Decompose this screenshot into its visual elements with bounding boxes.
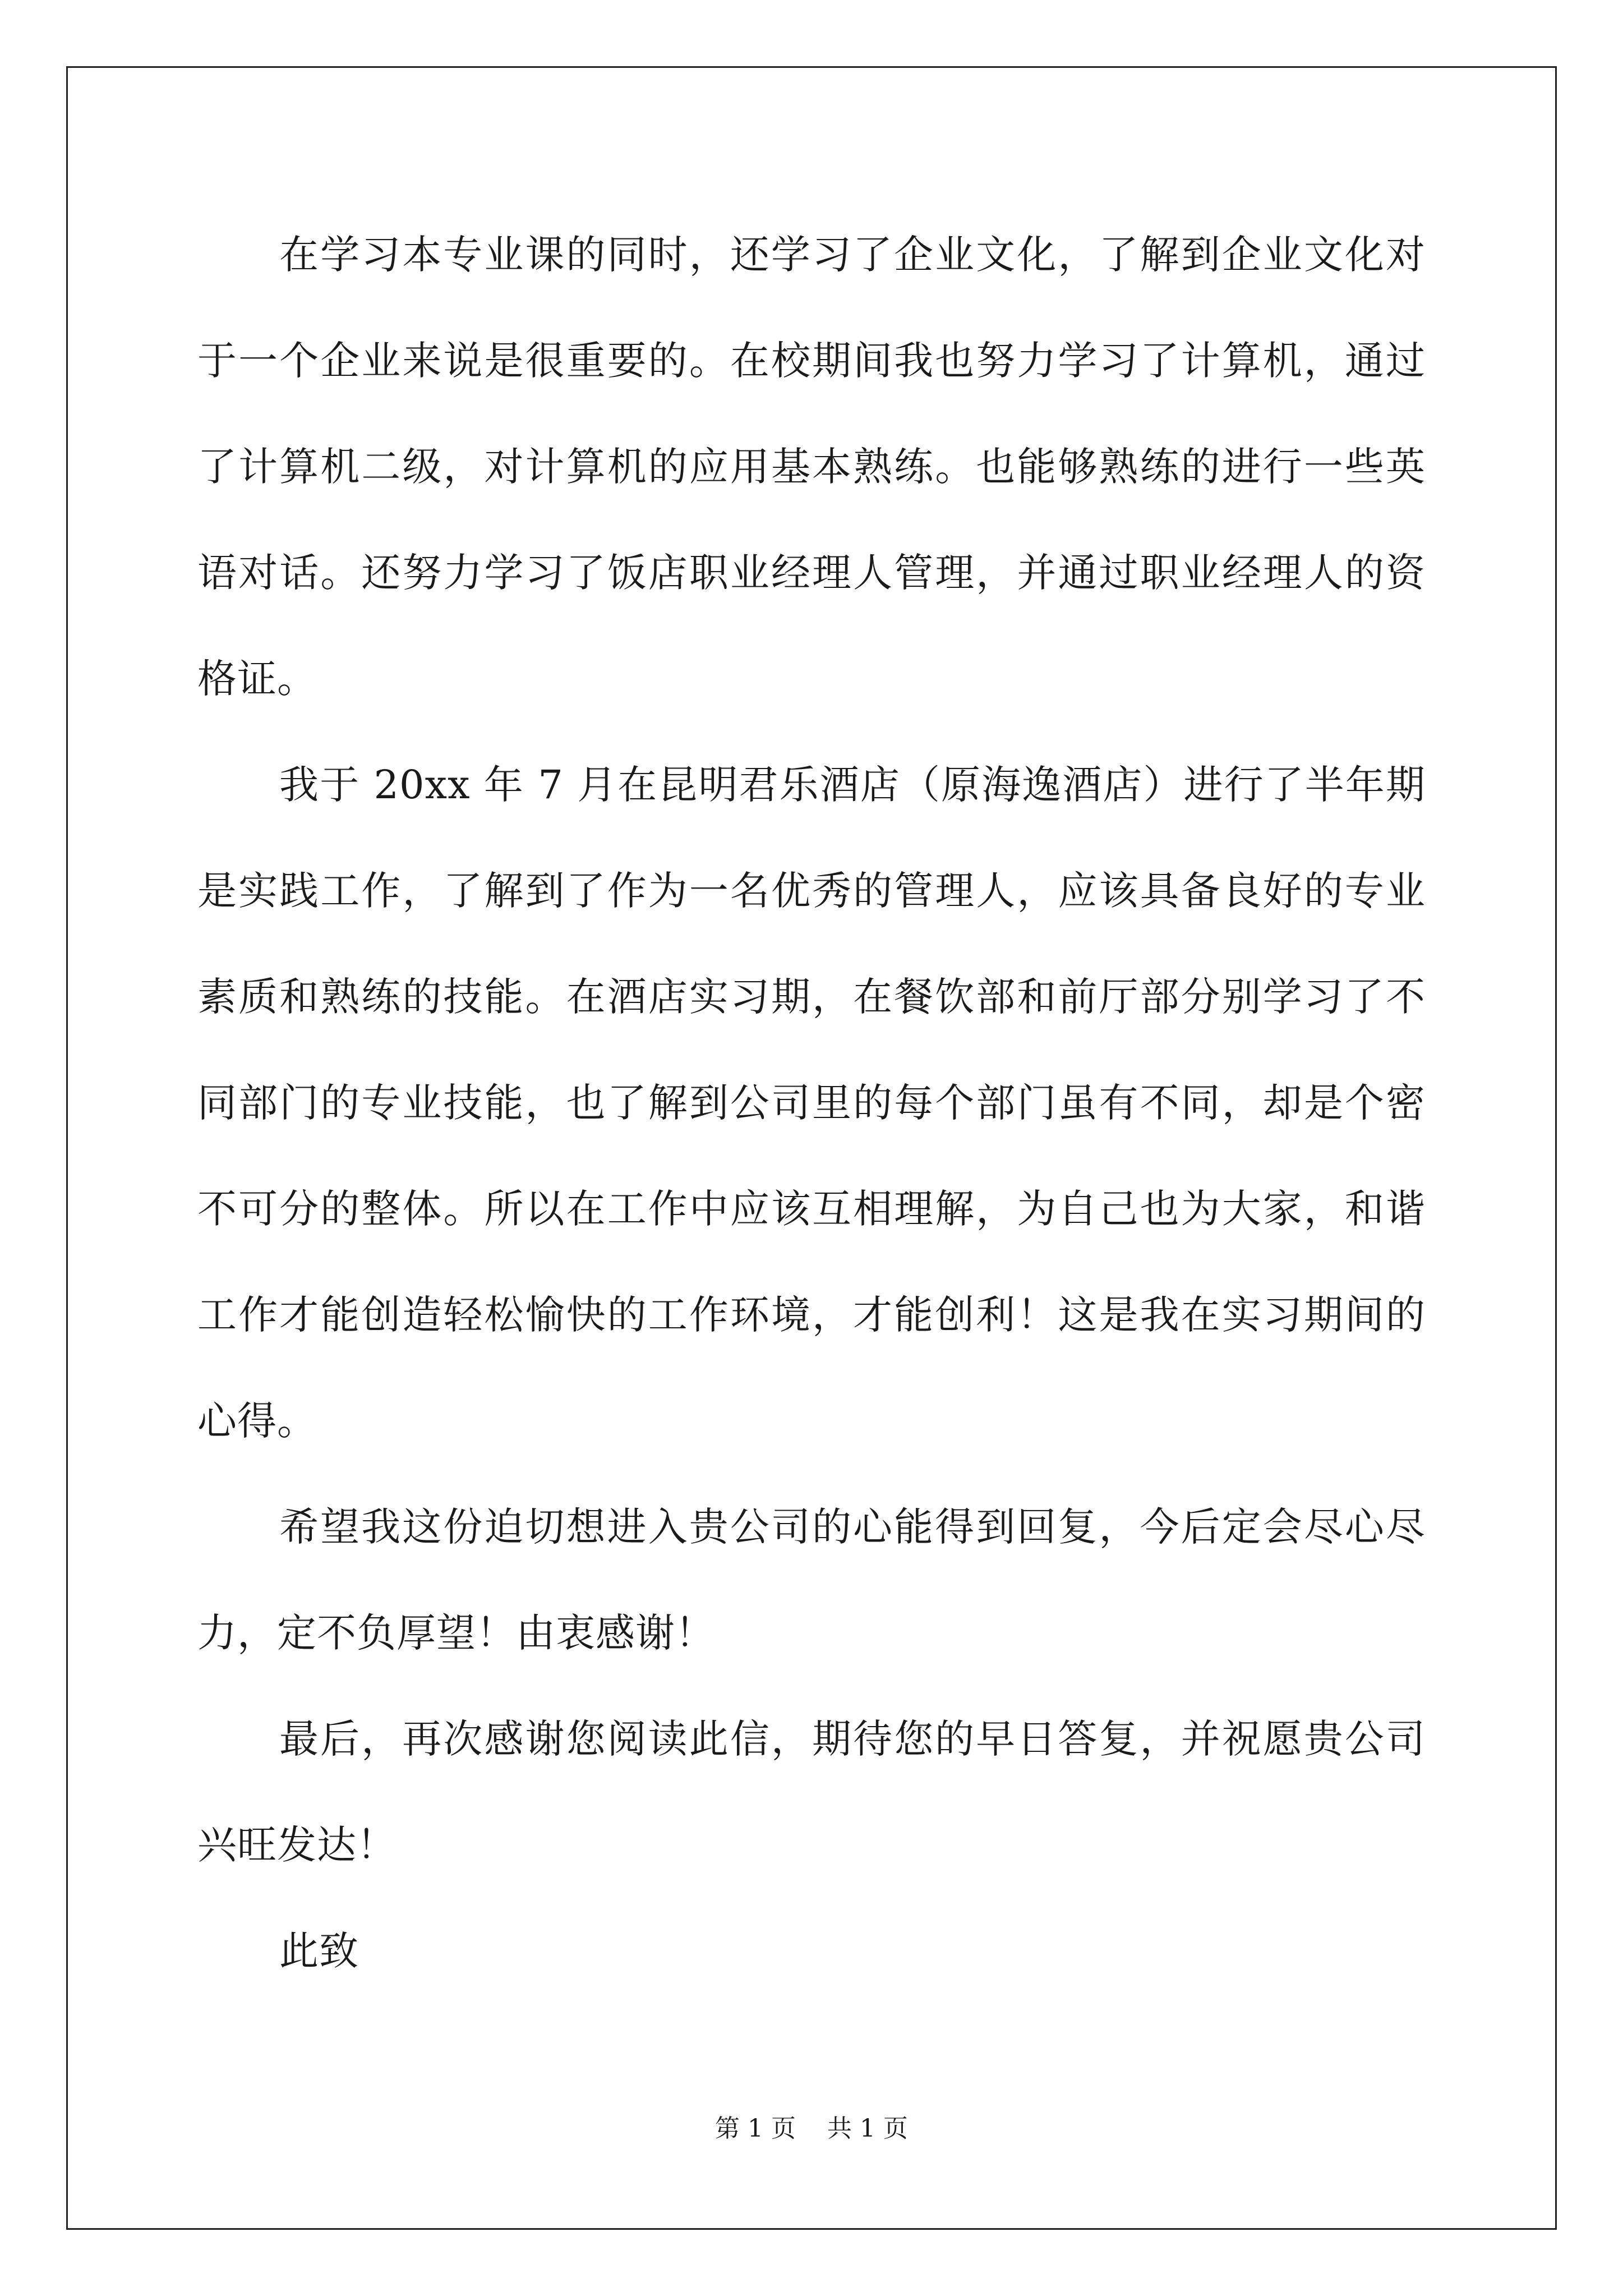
paragraph-internship: 我于 20xx 年 7 月在昆明君乐酒店（原海逸酒店）进行了半年期是实践工作，了解到了作为一名优秀的管理人，应该具备良好的专业素质和熟练的技能。在酒店实习期，在餐饮部和前厅部分别学习了不同部门的专业技能，也了解到公司里的每个部门虽有不同，却是个密不可分的整体。所以在工作中应该互相理解，为自己也为大家，和谐工作才能创造轻松愉快的工作环境，才能创利！这是我在实习期间的心得。 [197, 762, 1426, 1444]
paragraph-hope: 希望我这份迫切想进入贵公司的心能得到回复，今后定会尽心尽力，定不负厚望！由衷感谢！ [197, 1504, 1426, 1656]
paragraph-skills: 在学习本专业课的同时，还学习了企业文化，了解到企业文化对于一个企业来说是很重要的。在校期间我也努力学习了计算机，通过了计算机二级，对计算机的应用基本熟练。也能够熟练的进行一些英语对话。还努力学习了饭店职业经理人管理，并通过职业经理人的资格证。 [197, 232, 1426, 702]
letter-body [197, 202, 1426, 2004]
page-number-current: 第 1 页 [715, 2114, 796, 2143]
paragraph-salutation: 此致 [279, 1928, 359, 1974]
page-number-total: 共 1 页 [827, 2114, 908, 2143]
page-footer [0, 2108, 1623, 2144]
paragraph-closing-thanks: 最后，再次感谢您阅读此信，期待您的早日答复，并祝愿贵公司兴旺发达！ [197, 1716, 1426, 1868]
